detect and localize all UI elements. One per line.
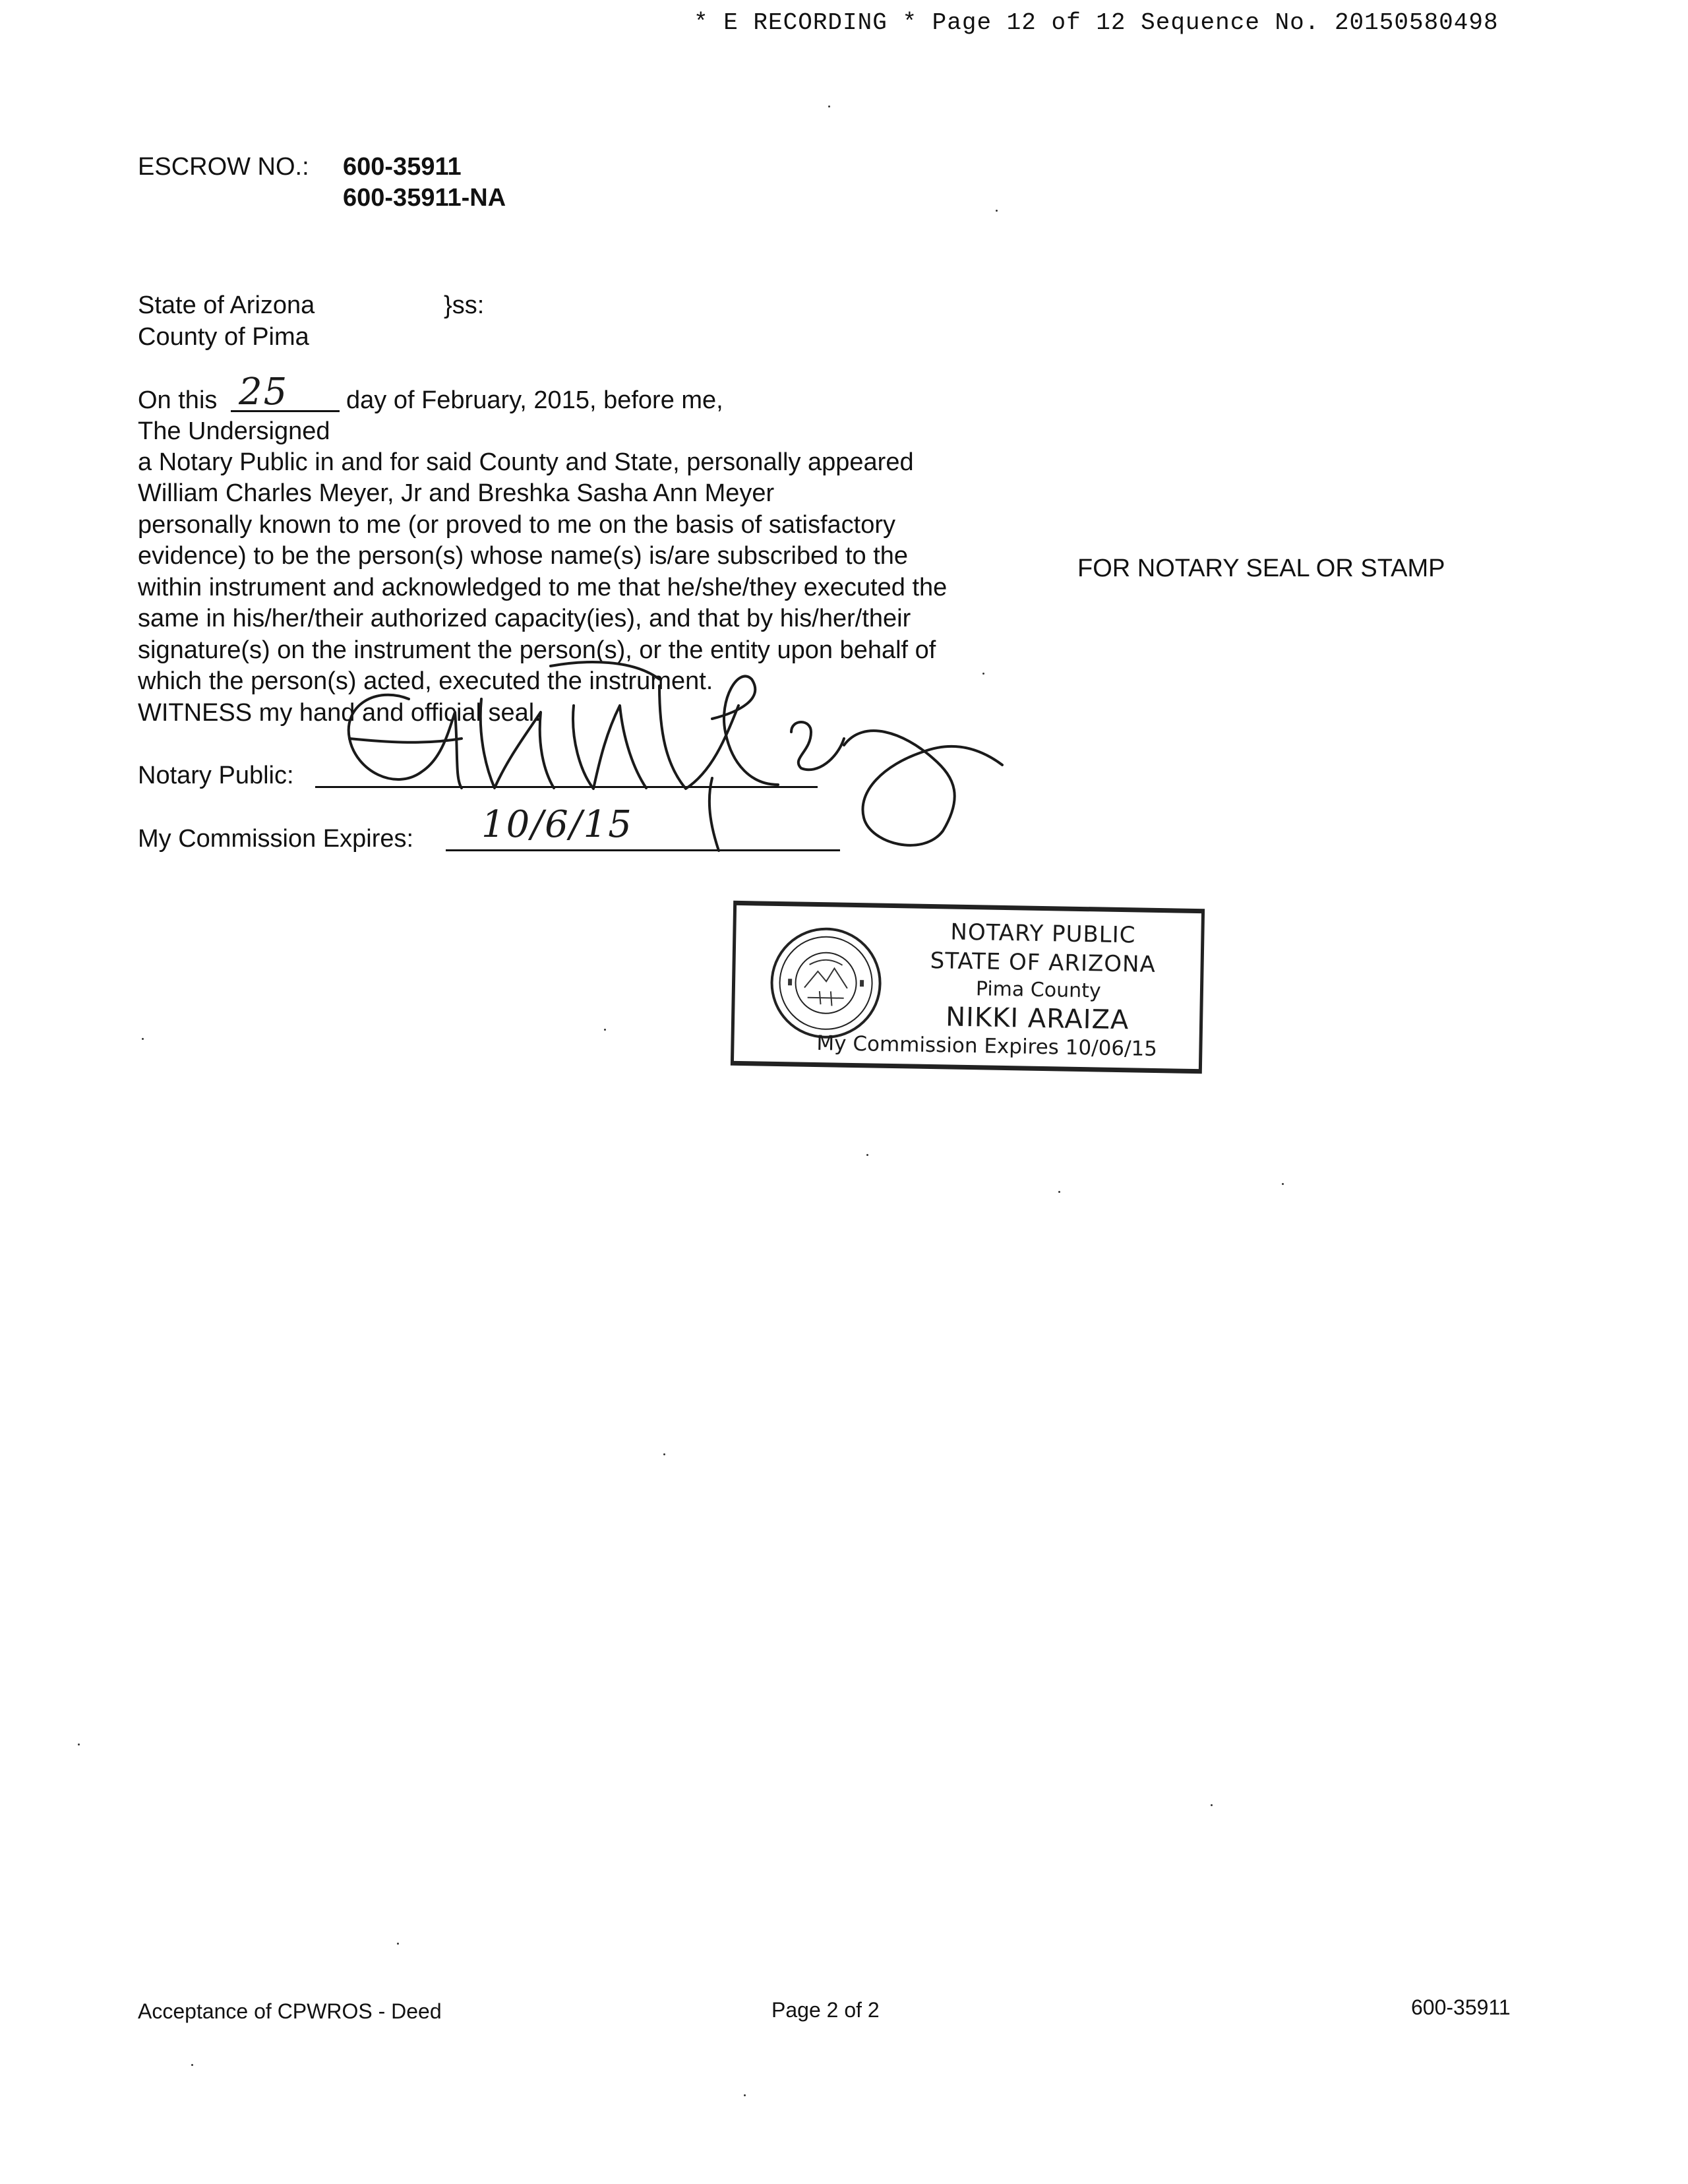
footer-doc-title: Acceptance of CPWROS - Deed [138,1999,442,2023]
scan-speck [996,210,998,212]
scan-speck [663,1453,665,1455]
handwritten-commission-date: 10/6/15 [481,803,633,846]
scan-speck [1211,1804,1213,1806]
footer-page-number: Page 2 of 2 [771,1998,880,2022]
ack-line: WITNESS my hand and official seal. [138,699,541,727]
day-blank-line [231,410,340,412]
scan-speck [191,2064,193,2066]
scan-speck [1282,1183,1284,1185]
venue-ss: }ss: [444,291,485,319]
officer-name: The Undersigned [138,417,330,445]
stamp-line-county: Pima County [975,977,1101,1003]
scan-speck [142,1038,144,1040]
arizona-seal-icon [768,925,885,1042]
recording-header: * E RECORDING * Page 12 of 12 Sequence No. 20150580498 [694,9,1499,36]
seal-area-label: FOR NOTARY SEAL OR STAMP [1077,555,1445,582]
venue-county: County of Pima [138,323,309,351]
venue-state: State of Arizona [138,291,315,319]
ack-line: a Notary Public in and for said County and State, personally appeared [138,448,914,476]
handwritten-day: 25 [239,371,289,413]
ack-line: William Charles Meyer, Jr and Breshka Sasha Ann Meyer [138,479,775,507]
escrow-number-primary: 600-35911 [343,153,462,181]
scan-speck [397,1943,399,1945]
on-this-prefix: On this [138,386,218,414]
ack-line: same in his/her/their authorized capacity(ies), and that by his/her/their [138,605,911,632]
ack-line: which the person(s) acted, executed the instrument. [138,667,713,695]
footer-escrow-ref: 600-35911 [1411,1995,1511,2019]
stamp-line-commission: My Commission Expires 10/06/15 [816,1031,1158,1062]
escrow-label: ESCROW NO.: [138,153,309,181]
commission-label: My Commission Expires: [138,825,414,853]
scan-speck [604,1029,606,1031]
ack-line: within instrument and acknowledged to me that he/she/they executed the [138,574,948,601]
stamp-line-name: NIKKI ARAIZA [945,1002,1130,1036]
ack-line: personally known to me (or proved to me on the basis of satisfactory [138,511,895,539]
scan-speck [744,2094,746,2096]
notary-signature-icon [290,659,1035,857]
stamp-line-notary-public: NOTARY PUBLIC [950,919,1136,949]
notary-stamp [731,901,1205,1074]
ack-line: evidence) to be the person(s) whose name(s) is/are subscribed to the [138,542,909,570]
scan-speck [866,1154,868,1156]
ack-line: signature(s) on the instrument the person(s), or the entity upon behalf of [138,636,936,664]
on-this-suffix: day of February, 2015, before me, [346,386,723,414]
scan-speck [828,106,830,107]
stamp-line-state: STATE OF ARIZONA [930,948,1157,978]
escrow-number-secondary: 600-35911-NA [343,184,506,212]
scan-speck [1058,1191,1060,1193]
scan-speck [78,1744,80,1745]
notary-public-label: Notary Public: [138,762,294,789]
scan-speck [982,673,984,675]
